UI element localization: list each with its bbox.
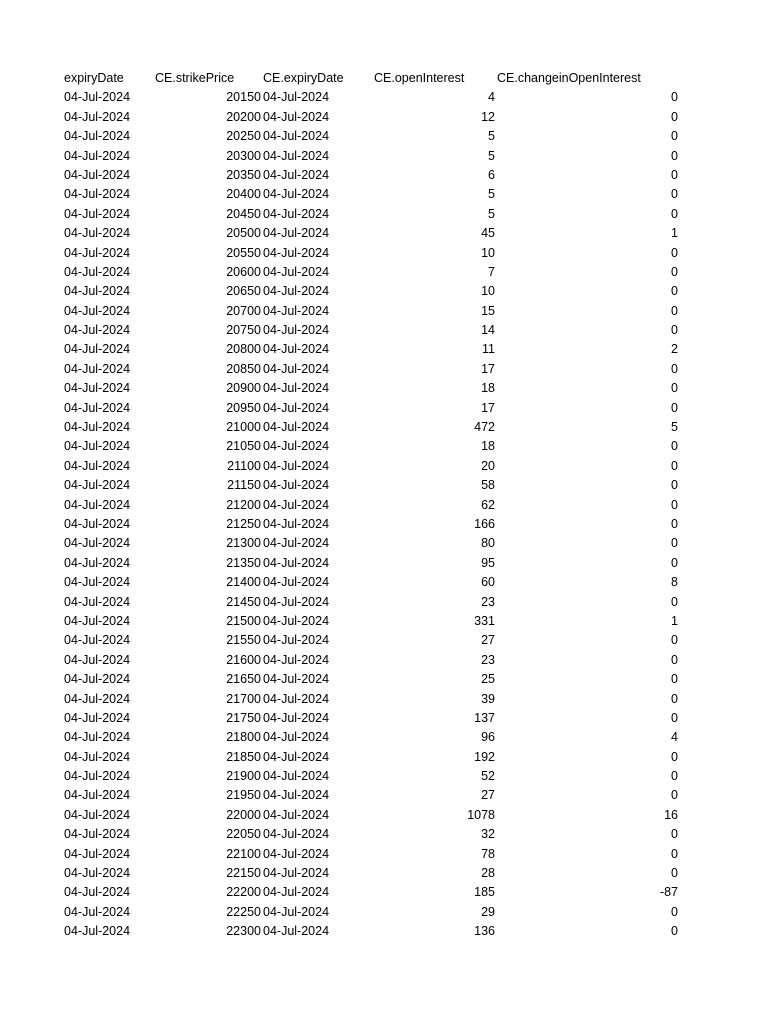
expiry-date-cell[interactable]: 04-Jul-2024	[64, 866, 131, 881]
ce-expiry-date-cell[interactable]: 04-Jul-2024	[263, 90, 330, 105]
ce-open-interest-cell[interactable]: 17	[481, 361, 495, 376]
ce-strike-price-cell[interactable]: 21650	[226, 672, 261, 687]
ce-change-in-oi-cell[interactable]: 0	[671, 497, 678, 512]
ce-open-interest-cell[interactable]: 5	[488, 206, 495, 221]
ce-strike-price-cell[interactable]: 20400	[226, 187, 261, 202]
column-header-ce-change-in-open-interest[interactable]: CE.changeinOpenInterest	[497, 71, 641, 85]
ce-open-interest-cell[interactable]: 137	[474, 710, 495, 725]
ce-change-in-oi-cell[interactable]: 0	[671, 924, 678, 939]
ce-open-interest-cell[interactable]: 32	[481, 827, 495, 842]
ce-open-interest-cell[interactable]: 27	[481, 788, 495, 803]
ce-open-interest-cell[interactable]: 6	[488, 167, 495, 182]
ce-change-in-oi-cell[interactable]: 0	[671, 381, 678, 396]
ce-change-in-oi-cell[interactable]: 0	[671, 400, 678, 415]
ce-change-in-oi-cell[interactable]: 0	[671, 633, 678, 648]
ce-expiry-date-cell[interactable]: 04-Jul-2024	[263, 691, 330, 706]
header-row	[0, 69, 768, 88]
ce-strike-price-cell[interactable]: 22250	[226, 904, 261, 919]
ce-expiry-date-cell[interactable]: 04-Jul-2024	[263, 187, 330, 202]
ce-open-interest-cell[interactable]: 10	[481, 245, 495, 260]
ce-strike-price-cell[interactable]: 21100	[227, 458, 261, 473]
ce-strike-price-cell[interactable]: 22300	[226, 924, 261, 939]
table-row	[0, 360, 768, 379]
ce-open-interest-cell[interactable]: 4	[488, 90, 495, 105]
expiry-date-cell[interactable]: 04-Jul-2024	[64, 555, 131, 570]
ce-strike-price-cell[interactable]: 20600	[226, 264, 261, 279]
ce-open-interest-cell[interactable]: 45	[481, 226, 495, 241]
ce-open-interest-cell[interactable]: 52	[481, 769, 495, 784]
expiry-date-cell[interactable]: 04-Jul-2024	[64, 264, 131, 279]
ce-open-interest-cell[interactable]: 62	[481, 497, 495, 512]
ce-change-in-oi-cell[interactable]: 8	[671, 575, 678, 590]
ce-open-interest-cell[interactable]: 472	[474, 420, 495, 435]
ce-open-interest-cell[interactable]: 39	[481, 691, 495, 706]
ce-strike-price-cell[interactable]: 20850	[226, 361, 261, 376]
table-row	[0, 302, 768, 321]
table-row	[0, 883, 768, 902]
table-row	[0, 88, 768, 107]
ce-open-interest-cell[interactable]: 15	[481, 303, 495, 318]
expiry-date-cell[interactable]: 04-Jul-2024	[64, 885, 131, 900]
ce-strike-price-cell[interactable]: 21400	[226, 575, 261, 590]
ce-open-interest-cell[interactable]: 27	[481, 633, 495, 648]
ce-change-in-oi-cell[interactable]: 0	[671, 264, 678, 279]
expiry-date-cell[interactable]: 04-Jul-2024	[64, 129, 131, 144]
ce-open-interest-cell[interactable]: 18	[481, 381, 495, 396]
ce-expiry-date-cell[interactable]: 04-Jul-2024	[263, 613, 330, 628]
expiry-date-cell[interactable]: 04-Jul-2024	[64, 613, 131, 628]
ce-open-interest-cell[interactable]: 23	[481, 594, 495, 609]
ce-change-in-oi-cell[interactable]: 0	[671, 284, 678, 299]
ce-strike-price-cell[interactable]: 22200	[226, 885, 261, 900]
ce-expiry-date-cell[interactable]: 04-Jul-2024	[263, 807, 330, 822]
ce-strike-price-cell[interactable]: 21000	[226, 420, 261, 435]
table-row	[0, 147, 768, 166]
ce-expiry-date-cell[interactable]: 04-Jul-2024	[263, 381, 330, 396]
expiry-date-cell[interactable]: 04-Jul-2024	[64, 594, 131, 609]
ce-expiry-date-cell[interactable]: 04-Jul-2024	[263, 303, 330, 318]
expiry-date-cell[interactable]: 04-Jul-2024	[64, 924, 131, 939]
ce-strike-price-cell[interactable]: 21200	[226, 497, 261, 512]
ce-change-in-oi-cell[interactable]: 1	[671, 613, 678, 628]
expiry-date-cell[interactable]: 04-Jul-2024	[64, 245, 131, 260]
table-row	[0, 806, 768, 825]
ce-change-in-oi-cell[interactable]: 0	[671, 749, 678, 764]
ce-strike-price-cell[interactable]: 20550	[226, 245, 261, 260]
ce-open-interest-cell[interactable]: 28	[481, 866, 495, 881]
ce-open-interest-cell[interactable]: 1078	[467, 807, 495, 822]
ce-change-in-oi-cell[interactable]: 1	[671, 226, 678, 241]
ce-open-interest-cell[interactable]: 192	[474, 749, 495, 764]
ce-open-interest-cell[interactable]: 14	[481, 323, 495, 338]
table-row	[0, 282, 768, 301]
ce-change-in-oi-cell[interactable]: 0	[671, 866, 678, 881]
expiry-date-cell[interactable]: 04-Jul-2024	[64, 827, 131, 842]
ce-change-in-oi-cell[interactable]: 0	[671, 769, 678, 784]
table-row	[0, 573, 768, 592]
ce-change-in-oi-cell[interactable]: 0	[671, 672, 678, 687]
ce-open-interest-cell[interactable]: 78	[481, 846, 495, 861]
ce-strike-price-cell[interactable]: 21700	[226, 691, 261, 706]
table-row	[0, 108, 768, 127]
ce-change-in-oi-cell[interactable]: 0	[671, 710, 678, 725]
column-header-ce-open-interest[interactable]: CE.openInterest	[374, 71, 465, 85]
ce-expiry-date-cell[interactable]: 04-Jul-2024	[263, 497, 330, 512]
table-row	[0, 922, 768, 941]
ce-expiry-date-cell[interactable]: 04-Jul-2024	[263, 575, 330, 590]
ce-change-in-oi-cell[interactable]: 0	[671, 303, 678, 318]
expiry-date-cell[interactable]: 04-Jul-2024	[64, 187, 131, 202]
ce-change-in-oi-cell[interactable]: 2	[671, 342, 678, 357]
ce-expiry-date-cell[interactable]: 04-Jul-2024	[263, 536, 330, 551]
ce-strike-price-cell[interactable]: 21250	[226, 516, 261, 531]
expiry-date-cell[interactable]: 04-Jul-2024	[64, 497, 131, 512]
ce-strike-price-cell[interactable]: 20200	[226, 109, 261, 124]
ce-change-in-oi-cell[interactable]: 0	[671, 90, 678, 105]
table-row	[0, 379, 768, 398]
ce-change-in-oi-cell[interactable]: 0	[671, 478, 678, 493]
ce-expiry-date-cell[interactable]: 04-Jul-2024	[263, 323, 330, 338]
expiry-date-cell[interactable]: 04-Jul-2024	[64, 516, 131, 531]
ce-strike-price-cell[interactable]: 20950	[226, 400, 261, 415]
expiry-date-cell[interactable]: 04-Jul-2024	[64, 710, 131, 725]
table-row	[0, 399, 768, 418]
ce-strike-price-cell[interactable]: 20150	[226, 90, 261, 105]
ce-strike-price-cell[interactable]: 20500	[226, 226, 261, 241]
ce-change-in-oi-cell[interactable]: 0	[671, 536, 678, 551]
ce-change-in-oi-cell[interactable]: 0	[671, 846, 678, 861]
ce-open-interest-cell[interactable]: 58	[481, 478, 495, 493]
ce-change-in-oi-cell[interactable]: 0	[671, 206, 678, 221]
ce-open-interest-cell[interactable]: 11	[482, 342, 495, 357]
table-row	[0, 825, 768, 844]
ce-expiry-date-cell[interactable]: 04-Jul-2024	[263, 904, 330, 919]
table-row	[0, 593, 768, 612]
ce-strike-price-cell[interactable]: 22150	[226, 866, 261, 881]
ce-change-in-oi-cell[interactable]: 16	[664, 807, 678, 822]
ce-strike-price-cell[interactable]: 22050	[226, 827, 261, 842]
ce-expiry-date-cell[interactable]: 04-Jul-2024	[263, 226, 330, 241]
ce-open-interest-cell[interactable]: 96	[481, 730, 495, 745]
ce-strike-price-cell[interactable]: 20750	[226, 323, 261, 338]
expiry-date-cell[interactable]: 04-Jul-2024	[64, 284, 131, 299]
table-row	[0, 690, 768, 709]
table-row	[0, 515, 768, 534]
expiry-date-cell[interactable]: 04-Jul-2024	[64, 730, 131, 745]
ce-open-interest-cell[interactable]: 29	[481, 904, 495, 919]
ce-expiry-date-cell[interactable]: 04-Jul-2024	[263, 420, 330, 435]
ce-open-interest-cell[interactable]: 17	[481, 400, 495, 415]
ce-change-in-oi-cell[interactable]: 4	[671, 730, 678, 745]
ce-open-interest-cell[interactable]: 80	[481, 536, 495, 551]
expiry-date-cell[interactable]: 04-Jul-2024	[64, 167, 131, 182]
table-row	[0, 554, 768, 573]
table-row	[0, 340, 768, 359]
expiry-date-cell[interactable]: 04-Jul-2024	[64, 381, 131, 396]
ce-change-in-oi-cell[interactable]: 0	[671, 323, 678, 338]
ce-open-interest-cell[interactable]: 10	[481, 284, 495, 299]
expiry-date-cell[interactable]: 04-Jul-2024	[64, 652, 131, 667]
expiry-date-cell[interactable]: 04-Jul-2024	[64, 420, 131, 435]
ce-expiry-date-cell[interactable]: 04-Jul-2024	[263, 478, 330, 493]
ce-strike-price-cell[interactable]: 21550	[226, 633, 261, 648]
ce-expiry-date-cell[interactable]: 04-Jul-2024	[263, 516, 330, 531]
ce-expiry-date-cell[interactable]: 04-Jul-2024	[263, 439, 330, 454]
table-row	[0, 263, 768, 282]
ce-change-in-oi-cell[interactable]: 0	[671, 691, 678, 706]
table-row	[0, 321, 768, 340]
ce-strike-price-cell[interactable]: 20800	[226, 342, 261, 357]
expiry-date-cell[interactable]: 04-Jul-2024	[64, 691, 131, 706]
ce-strike-price-cell[interactable]: 21050	[226, 439, 261, 454]
table-row	[0, 631, 768, 650]
ce-expiry-date-cell[interactable]: 04-Jul-2024	[263, 827, 330, 842]
expiry-date-cell[interactable]: 04-Jul-2024	[64, 788, 131, 803]
table-row	[0, 670, 768, 689]
ce-expiry-date-cell[interactable]: 04-Jul-2024	[263, 749, 330, 764]
table-row	[0, 651, 768, 670]
ce-expiry-date-cell[interactable]: 04-Jul-2024	[263, 846, 330, 861]
column-header-ce-expiry-date[interactable]: CE.expiryDate	[263, 71, 344, 85]
ce-strike-price-cell[interactable]: 21500	[226, 613, 261, 628]
ce-change-in-oi-cell[interactable]: 0	[671, 148, 678, 163]
ce-strike-price-cell[interactable]: 22000	[226, 807, 261, 822]
ce-expiry-date-cell[interactable]: 04-Jul-2024	[263, 129, 330, 144]
table-row	[0, 166, 768, 185]
ce-open-interest-cell[interactable]: 23	[481, 652, 495, 667]
expiry-date-cell[interactable]: 04-Jul-2024	[64, 807, 131, 822]
table-row	[0, 244, 768, 263]
table-row	[0, 496, 768, 515]
ce-change-in-oi-cell[interactable]: 5	[671, 420, 678, 435]
ce-strike-price-cell[interactable]: 20700	[226, 303, 261, 318]
expiry-date-cell[interactable]: 04-Jul-2024	[64, 400, 131, 415]
ce-change-in-oi-cell[interactable]: 0	[671, 109, 678, 124]
expiry-date-cell[interactable]: 04-Jul-2024	[64, 439, 131, 454]
table-row	[0, 709, 768, 728]
ce-strike-price-cell[interactable]: 20900	[226, 381, 261, 396]
ce-expiry-date-cell[interactable]: 04-Jul-2024	[263, 245, 330, 260]
expiry-date-cell[interactable]: 04-Jul-2024	[64, 206, 131, 221]
ce-expiry-date-cell[interactable]: 04-Jul-2024	[263, 924, 330, 939]
ce-strike-price-cell[interactable]: 21350	[226, 555, 261, 570]
expiry-date-cell[interactable]: 04-Jul-2024	[64, 575, 131, 590]
expiry-date-cell[interactable]: 04-Jul-2024	[64, 226, 131, 241]
ce-strike-price-cell[interactable]: 20300	[226, 148, 261, 163]
ce-open-interest-cell[interactable]: 20	[481, 458, 495, 473]
expiry-date-cell[interactable]: 04-Jul-2024	[64, 749, 131, 764]
expiry-date-cell[interactable]: 04-Jul-2024	[64, 90, 131, 105]
table-row	[0, 786, 768, 805]
ce-change-in-oi-cell[interactable]: 0	[671, 788, 678, 803]
expiry-date-cell[interactable]: 04-Jul-2024	[64, 361, 131, 376]
ce-change-in-oi-cell[interactable]: 0	[671, 458, 678, 473]
ce-change-in-oi-cell[interactable]: 0	[671, 652, 678, 667]
table-row	[0, 845, 768, 864]
table-row	[0, 903, 768, 922]
ce-open-interest-cell[interactable]: 185	[474, 885, 495, 900]
ce-expiry-date-cell[interactable]: 04-Jul-2024	[263, 594, 330, 609]
column-header-expiry-date[interactable]: expiryDate	[64, 71, 124, 85]
ce-expiry-date-cell[interactable]: 04-Jul-2024	[263, 361, 330, 376]
expiry-date-cell[interactable]: 04-Jul-2024	[64, 342, 131, 357]
ce-strike-price-cell[interactable]: 21450	[226, 594, 261, 609]
ce-open-interest-cell[interactable]: 166	[474, 516, 495, 531]
ce-change-in-oi-cell[interactable]: 0	[671, 594, 678, 609]
ce-expiry-date-cell[interactable]: 04-Jul-2024	[263, 148, 330, 163]
expiry-date-cell[interactable]: 04-Jul-2024	[64, 109, 131, 124]
ce-open-interest-cell[interactable]: 136	[474, 924, 495, 939]
table-row	[0, 437, 768, 456]
ce-open-interest-cell[interactable]: 5	[488, 129, 495, 144]
ce-change-in-oi-cell[interactable]: 0	[671, 167, 678, 182]
ce-open-interest-cell[interactable]: 7	[488, 264, 495, 279]
ce-expiry-date-cell[interactable]: 04-Jul-2024	[263, 885, 330, 900]
ce-open-interest-cell[interactable]: 25	[481, 672, 495, 687]
ce-expiry-date-cell[interactable]: 04-Jul-2024	[263, 710, 330, 725]
ce-expiry-date-cell[interactable]: 04-Jul-2024	[263, 730, 330, 745]
ce-strike-price-cell[interactable]: 21600	[226, 652, 261, 667]
ce-open-interest-cell[interactable]: 5	[488, 148, 495, 163]
expiry-date-cell[interactable]: 04-Jul-2024	[64, 769, 131, 784]
ce-strike-price-cell[interactable]: 21950	[226, 788, 261, 803]
expiry-date-cell[interactable]: 04-Jul-2024	[64, 536, 131, 551]
table-row	[0, 457, 768, 476]
ce-strike-price-cell[interactable]: 22100	[226, 846, 261, 861]
table-row	[0, 612, 768, 631]
ce-strike-price-cell[interactable]: 21900	[226, 769, 261, 784]
ce-open-interest-cell[interactable]: 5	[488, 187, 495, 202]
ce-expiry-date-cell[interactable]: 04-Jul-2024	[263, 284, 330, 299]
expiry-date-cell[interactable]: 04-Jul-2024	[64, 633, 131, 648]
ce-expiry-date-cell[interactable]: 04-Jul-2024	[263, 672, 330, 687]
ce-strike-price-cell[interactable]: 20350	[226, 167, 261, 182]
ce-expiry-date-cell[interactable]: 04-Jul-2024	[263, 264, 330, 279]
ce-strike-price-cell[interactable]: 21150	[227, 478, 261, 493]
table-row	[0, 185, 768, 204]
ce-expiry-date-cell[interactable]: 04-Jul-2024	[263, 206, 330, 221]
ce-change-in-oi-cell[interactable]: 0	[671, 361, 678, 376]
ce-open-interest-cell[interactable]: 331	[474, 613, 495, 628]
ce-change-in-oi-cell[interactable]: 0	[671, 439, 678, 454]
ce-strike-price-cell[interactable]: 20650	[226, 284, 261, 299]
ce-change-in-oi-cell[interactable]: 0	[671, 555, 678, 570]
expiry-date-cell[interactable]: 04-Jul-2024	[64, 904, 131, 919]
spreadsheet	[0, 69, 768, 942]
table-row	[0, 127, 768, 146]
ce-strike-price-cell[interactable]: 21300	[226, 536, 261, 551]
ce-strike-price-cell[interactable]: 20250	[226, 129, 261, 144]
table-row	[0, 205, 768, 224]
expiry-date-cell[interactable]: 04-Jul-2024	[64, 846, 131, 861]
table-row	[0, 864, 768, 883]
ce-open-interest-cell[interactable]: 12	[481, 109, 495, 124]
ce-strike-price-cell[interactable]: 20450	[226, 206, 261, 221]
ce-expiry-date-cell[interactable]: 04-Jul-2024	[263, 400, 330, 415]
ce-strike-price-cell[interactable]: 21850	[226, 749, 261, 764]
table-row	[0, 728, 768, 747]
expiry-date-cell[interactable]: 04-Jul-2024	[64, 303, 131, 318]
column-header-ce-strike-price[interactable]: CE.strikePrice	[155, 71, 235, 85]
ce-change-in-oi-cell[interactable]: 0	[671, 187, 678, 202]
expiry-date-cell[interactable]: 04-Jul-2024	[64, 323, 131, 338]
ce-expiry-date-cell[interactable]: 04-Jul-2024	[263, 788, 330, 803]
ce-expiry-date-cell[interactable]: 04-Jul-2024	[263, 769, 330, 784]
table-row	[0, 418, 768, 437]
ce-change-in-oi-cell[interactable]: 0	[671, 904, 678, 919]
ce-expiry-date-cell[interactable]: 04-Jul-2024	[263, 458, 330, 473]
ce-change-in-oi-cell[interactable]: 0	[671, 245, 678, 260]
ce-open-interest-cell[interactable]: 18	[481, 439, 495, 454]
ce-strike-price-cell[interactable]: 21800	[226, 730, 261, 745]
ce-change-in-oi-cell[interactable]: 0	[671, 516, 678, 531]
ce-change-in-oi-cell[interactable]: -87	[659, 885, 678, 900]
ce-open-interest-cell[interactable]: 60	[481, 575, 495, 590]
table-row	[0, 476, 768, 495]
data-rows	[0, 88, 768, 941]
expiry-date-cell[interactable]: 04-Jul-2024	[64, 478, 131, 493]
table-row	[0, 534, 768, 553]
table-row	[0, 748, 768, 767]
ce-expiry-date-cell[interactable]: 04-Jul-2024	[263, 555, 330, 570]
ce-change-in-oi-cell[interactable]: 0	[671, 827, 678, 842]
ce-expiry-date-cell[interactable]: 04-Jul-2024	[263, 342, 330, 357]
ce-expiry-date-cell[interactable]: 04-Jul-2024	[263, 633, 330, 648]
ce-change-in-oi-cell[interactable]: 0	[671, 129, 678, 144]
ce-expiry-date-cell[interactable]: 04-Jul-2024	[263, 652, 330, 667]
ce-open-interest-cell[interactable]: 95	[481, 555, 495, 570]
ce-expiry-date-cell[interactable]: 04-Jul-2024	[263, 866, 330, 881]
table-row	[0, 767, 768, 786]
ce-expiry-date-cell[interactable]: 04-Jul-2024	[263, 109, 330, 124]
table-row	[0, 224, 768, 243]
expiry-date-cell[interactable]: 04-Jul-2024	[64, 148, 131, 163]
ce-strike-price-cell[interactable]: 21750	[226, 710, 261, 725]
expiry-date-cell[interactable]: 04-Jul-2024	[64, 458, 131, 473]
expiry-date-cell[interactable]: 04-Jul-2024	[64, 672, 131, 687]
ce-expiry-date-cell[interactable]: 04-Jul-2024	[263, 167, 330, 182]
